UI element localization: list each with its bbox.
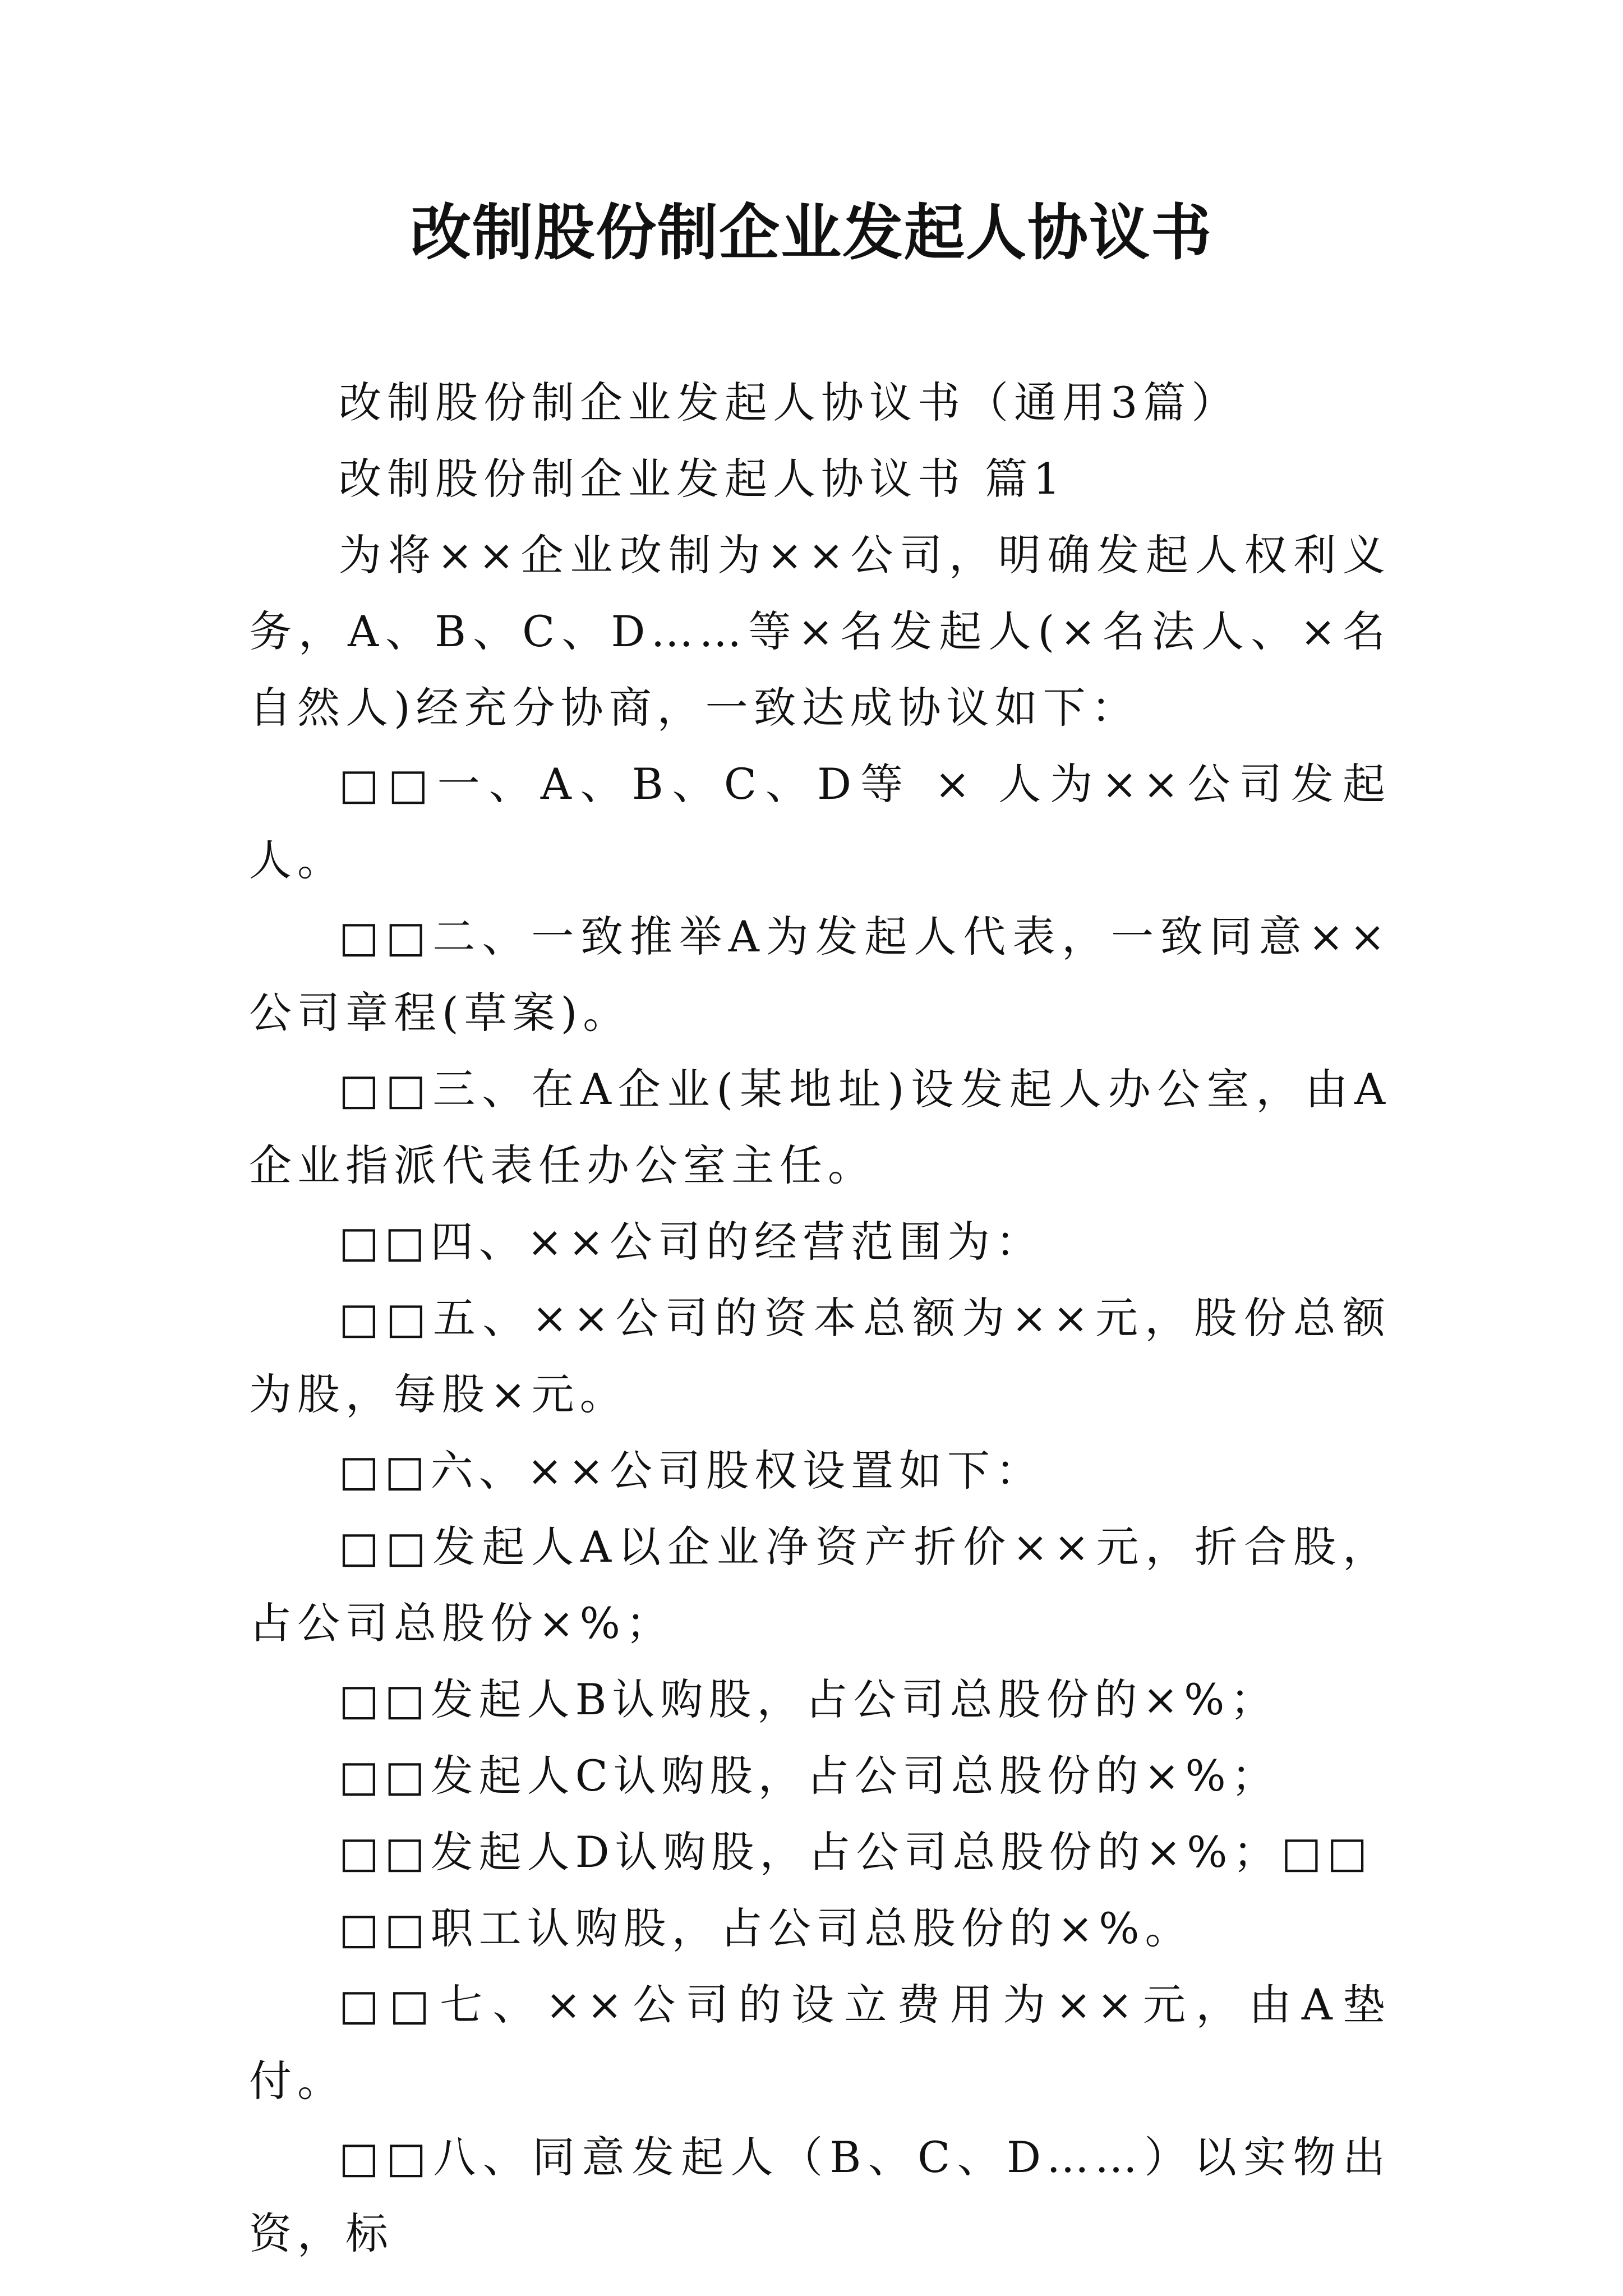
clause-1: □□一、A、B、C、D等 × 人为××公司发起人。 <box>249 759 1391 885</box>
clause-6-item-staff: □□职工认购股，占公司总股份的×%。 <box>339 1903 1193 1953</box>
clause-4: □□四、××公司的经营范围为： <box>339 1217 1044 1267</box>
clause-3: □□三、在A企业(某地址)设发起人办公室，由A企业指派代表任办公室主任。 <box>249 1064 1391 1190</box>
clause-7: □□七、××公司的设立费用为××元，由A垫付。 <box>249 1980 1391 2106</box>
clause-5: □□五、××公司的资本总额为××元，股份总额为股，每股×元。 <box>249 1293 1391 1419</box>
clause-6-item-c: □□发起人C认购股，占公司总股份的×%； <box>339 1751 1280 1801</box>
clause-6-item-d: □□发起人D认购股，占公司总股份的×%；□□ <box>339 1827 1373 1877</box>
clause-6: □□六、××公司股权设置如下： <box>339 1446 1044 1496</box>
intro-paragraph: 为将××企业改制为××公司，明确发起人权利义务，A、B、C、D……等×名发起人(×名法人、×名自然人)经充分协商，一致达成协议如下： <box>249 530 1391 733</box>
clause-8: □□八、同意发起人（B、C、D……）以实物出资，标 <box>249 2132 1391 2258</box>
document-title: 改制股份制企业发起人协议书 <box>410 197 1212 268</box>
section-heading: 改制股份制企业发起人协议书 篇1 <box>339 454 1066 504</box>
subtitle-line: 改制股份制企业发起人协议书（通用3篇） <box>339 378 1240 427</box>
clause-6-item-b: □□发起人B认购股，占公司总股份的×%； <box>339 1674 1279 1724</box>
document-body <box>249 365 1391 2272</box>
clause-2: □□二、一致推举A为发起人代表，一致同意××公司章程(草案)。 <box>249 912 1391 1038</box>
clause-6-item-a: □□发起人A以企业净资产折价××元，折合股，占公司总股份×%； <box>249 1522 1391 1648</box>
